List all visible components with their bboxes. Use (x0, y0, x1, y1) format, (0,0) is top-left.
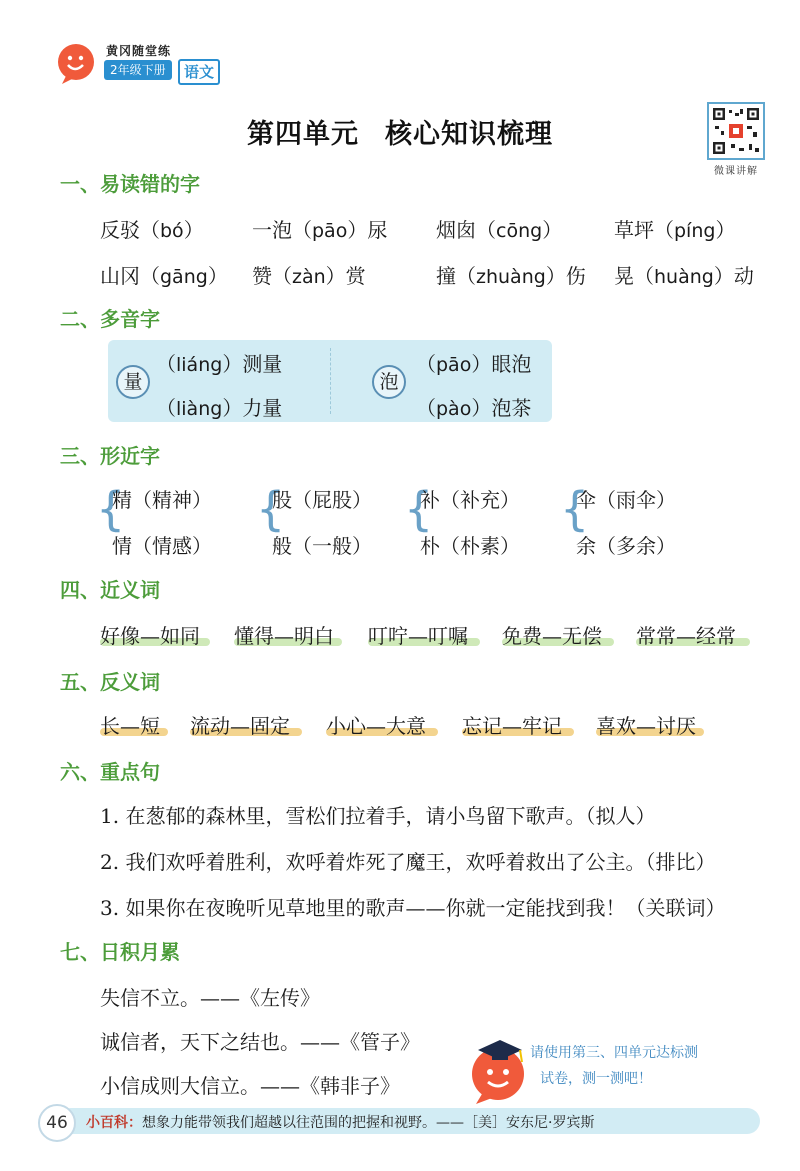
key-sentence: 1. 在葱郁的森林里，雪松们拉着手，请小鸟留下歌声。（拟人） (100, 804, 656, 828)
polyphone-word: 力量 (242, 396, 283, 420)
pinyin: zàn (292, 266, 326, 288)
polyphone-reading (156, 348, 282, 377)
mascot-icon (56, 40, 100, 84)
section-heading-synonyms: 四、近义词 (60, 578, 160, 602)
section-heading-similar: 三、形近字 (60, 444, 160, 468)
subject-badge: 语文 (178, 59, 220, 85)
polyphone-char: 泡 (372, 365, 406, 399)
misread-item (252, 260, 366, 289)
paren: （ (416, 396, 436, 420)
page-number: 46 (38, 1104, 76, 1142)
accumulation-item: 小信成则大信立。——《韩非子》 (100, 1074, 400, 1098)
section-heading-sentences: 六、重点句 (60, 760, 160, 784)
pinyin: pāo (312, 220, 348, 242)
footer-bar (38, 1104, 762, 1136)
key-sentence: 3. 如果你在夜晚听见草地里的歌声——你就一定能找到我！（关联词） (100, 896, 726, 920)
pinyin: liàng (176, 398, 223, 420)
pinyin: gāng (160, 266, 208, 288)
title-unit: 第四单元 (247, 119, 359, 150)
antonym-pair: 喜欢—讨厌 (596, 714, 696, 738)
similar-item: 朴（朴素） (420, 534, 520, 558)
misread-word: ）伤 (545, 264, 586, 288)
section-heading-polyphone: 二、多音字 (60, 307, 160, 331)
misread-word: 一泡（ (252, 218, 312, 242)
synonym-pair: 免费—无偿 (502, 624, 602, 648)
brace-icon: { (560, 482, 590, 536)
brace-icon: { (404, 482, 434, 536)
misread-word: 烟囱（ (436, 218, 496, 242)
key-sentence: 2. 我们欢呼着胜利，欢呼着炸死了魔王，欢呼着救出了公主。（排比） (100, 850, 716, 874)
polyphone-word: 眼泡 (491, 352, 532, 376)
paren: ） (471, 352, 492, 376)
pinyin: pāo (436, 354, 472, 376)
polyphone-char: 量 (116, 365, 150, 399)
footer-text: 想象力能带领我们超越以往范围的把握和视野。——［美］安东尼·罗宾斯 (142, 1115, 595, 1131)
similar-item: 股（屁股） (272, 488, 372, 512)
misread-word: ） (183, 218, 204, 242)
tip-line: 试卷，测一测吧！ (540, 1071, 652, 1087)
brace-icon: { (96, 482, 126, 536)
accumulation-item: 失信不立。——《左传》 (100, 986, 320, 1010)
brand-name: 黄冈随堂练 (106, 44, 172, 58)
polyphone-reading (416, 348, 531, 377)
misread-item (436, 260, 586, 289)
accumulation-item: 诚信者，天下之结也。——《管子》 (100, 1030, 420, 1054)
pinyin: cōng (496, 220, 543, 242)
misread-word: ） (542, 218, 563, 242)
synonym-pair: 好像—如同 (100, 624, 200, 648)
antonym-pair: 流动—固定 (190, 714, 290, 738)
qr-code-icon (707, 102, 765, 160)
antonym-pair: 忘记—牢记 (462, 714, 562, 738)
misread-word: 草坪（ (614, 218, 674, 242)
misread-word: 晃（ (614, 264, 654, 288)
paren: （ (416, 352, 436, 376)
polyphone-word: 泡茶 (491, 396, 532, 420)
misread-item (614, 260, 754, 289)
misread-item (252, 214, 387, 243)
similar-item: 伞（雨伞） (576, 488, 676, 512)
misread-word: ） (715, 218, 736, 242)
section-heading-antonyms: 五、反义词 (60, 670, 160, 694)
paren: （ (156, 352, 176, 376)
brace-icon: { (256, 482, 286, 536)
similar-item: 补（补充） (420, 488, 520, 512)
misread-word: ）赏 (325, 264, 366, 288)
pinyin: zhuàng (476, 266, 546, 288)
antonym-pair: 小心—大意 (326, 714, 426, 738)
synonym-pair: 叮咛—叮嘱 (368, 624, 468, 648)
pinyin: huàng (654, 266, 714, 288)
polyphone-reading (416, 392, 531, 421)
misread-item (100, 214, 204, 243)
misread-word: 反驳（ (100, 218, 160, 242)
pinyin: píng (674, 220, 716, 242)
tip-line: 请使用第三、四单元达标测 (530, 1045, 698, 1061)
tip-bubble (530, 1040, 698, 1092)
paren: ） (222, 352, 243, 376)
synonym-pair: 懂得—明白 (234, 624, 334, 648)
brand-logo (56, 34, 236, 90)
misread-word: ）动 (713, 264, 754, 288)
teacher-mascot-icon (464, 1032, 536, 1104)
paren: ） (222, 396, 243, 420)
grade-badge: 2年级下册 (104, 60, 172, 80)
page-title (0, 112, 800, 151)
qr-label: 微课讲解 (714, 166, 758, 177)
polyphone-reading (156, 392, 282, 421)
polyphone-word: 测量 (242, 352, 283, 376)
misread-item (436, 214, 562, 243)
pinyin: liáng (176, 354, 223, 376)
title-topic: 核心知识梳理 (385, 119, 553, 150)
misread-item (614, 214, 735, 243)
similar-item: 余（多余） (576, 534, 676, 558)
section-heading-misread: 一、易读错的字 (60, 172, 200, 196)
misread-word: 撞（ (436, 264, 476, 288)
misread-word: 赞（ (252, 264, 292, 288)
misread-word: ） (207, 264, 228, 288)
paren: （ (156, 396, 176, 420)
section-heading-accumulation: 七、日积月累 (60, 940, 180, 964)
misread-item (100, 260, 228, 289)
paren: ） (471, 396, 492, 420)
similar-item: 般（一般） (272, 534, 372, 558)
footer-label: 小百科： (86, 1115, 142, 1131)
pinyin: pào (436, 398, 472, 420)
qr-code[interactable] (707, 102, 765, 177)
similar-item: 情（情感） (112, 534, 212, 558)
pinyin: bó (160, 220, 184, 242)
synonym-pair: 常常—经常 (636, 624, 736, 648)
misread-word: 山冈（ (100, 264, 160, 288)
footer-quote (86, 1112, 594, 1132)
similar-item: 精（精神） (112, 488, 212, 512)
misread-word: ）尿 (347, 218, 388, 242)
antonym-pair: 长—短 (100, 714, 160, 738)
